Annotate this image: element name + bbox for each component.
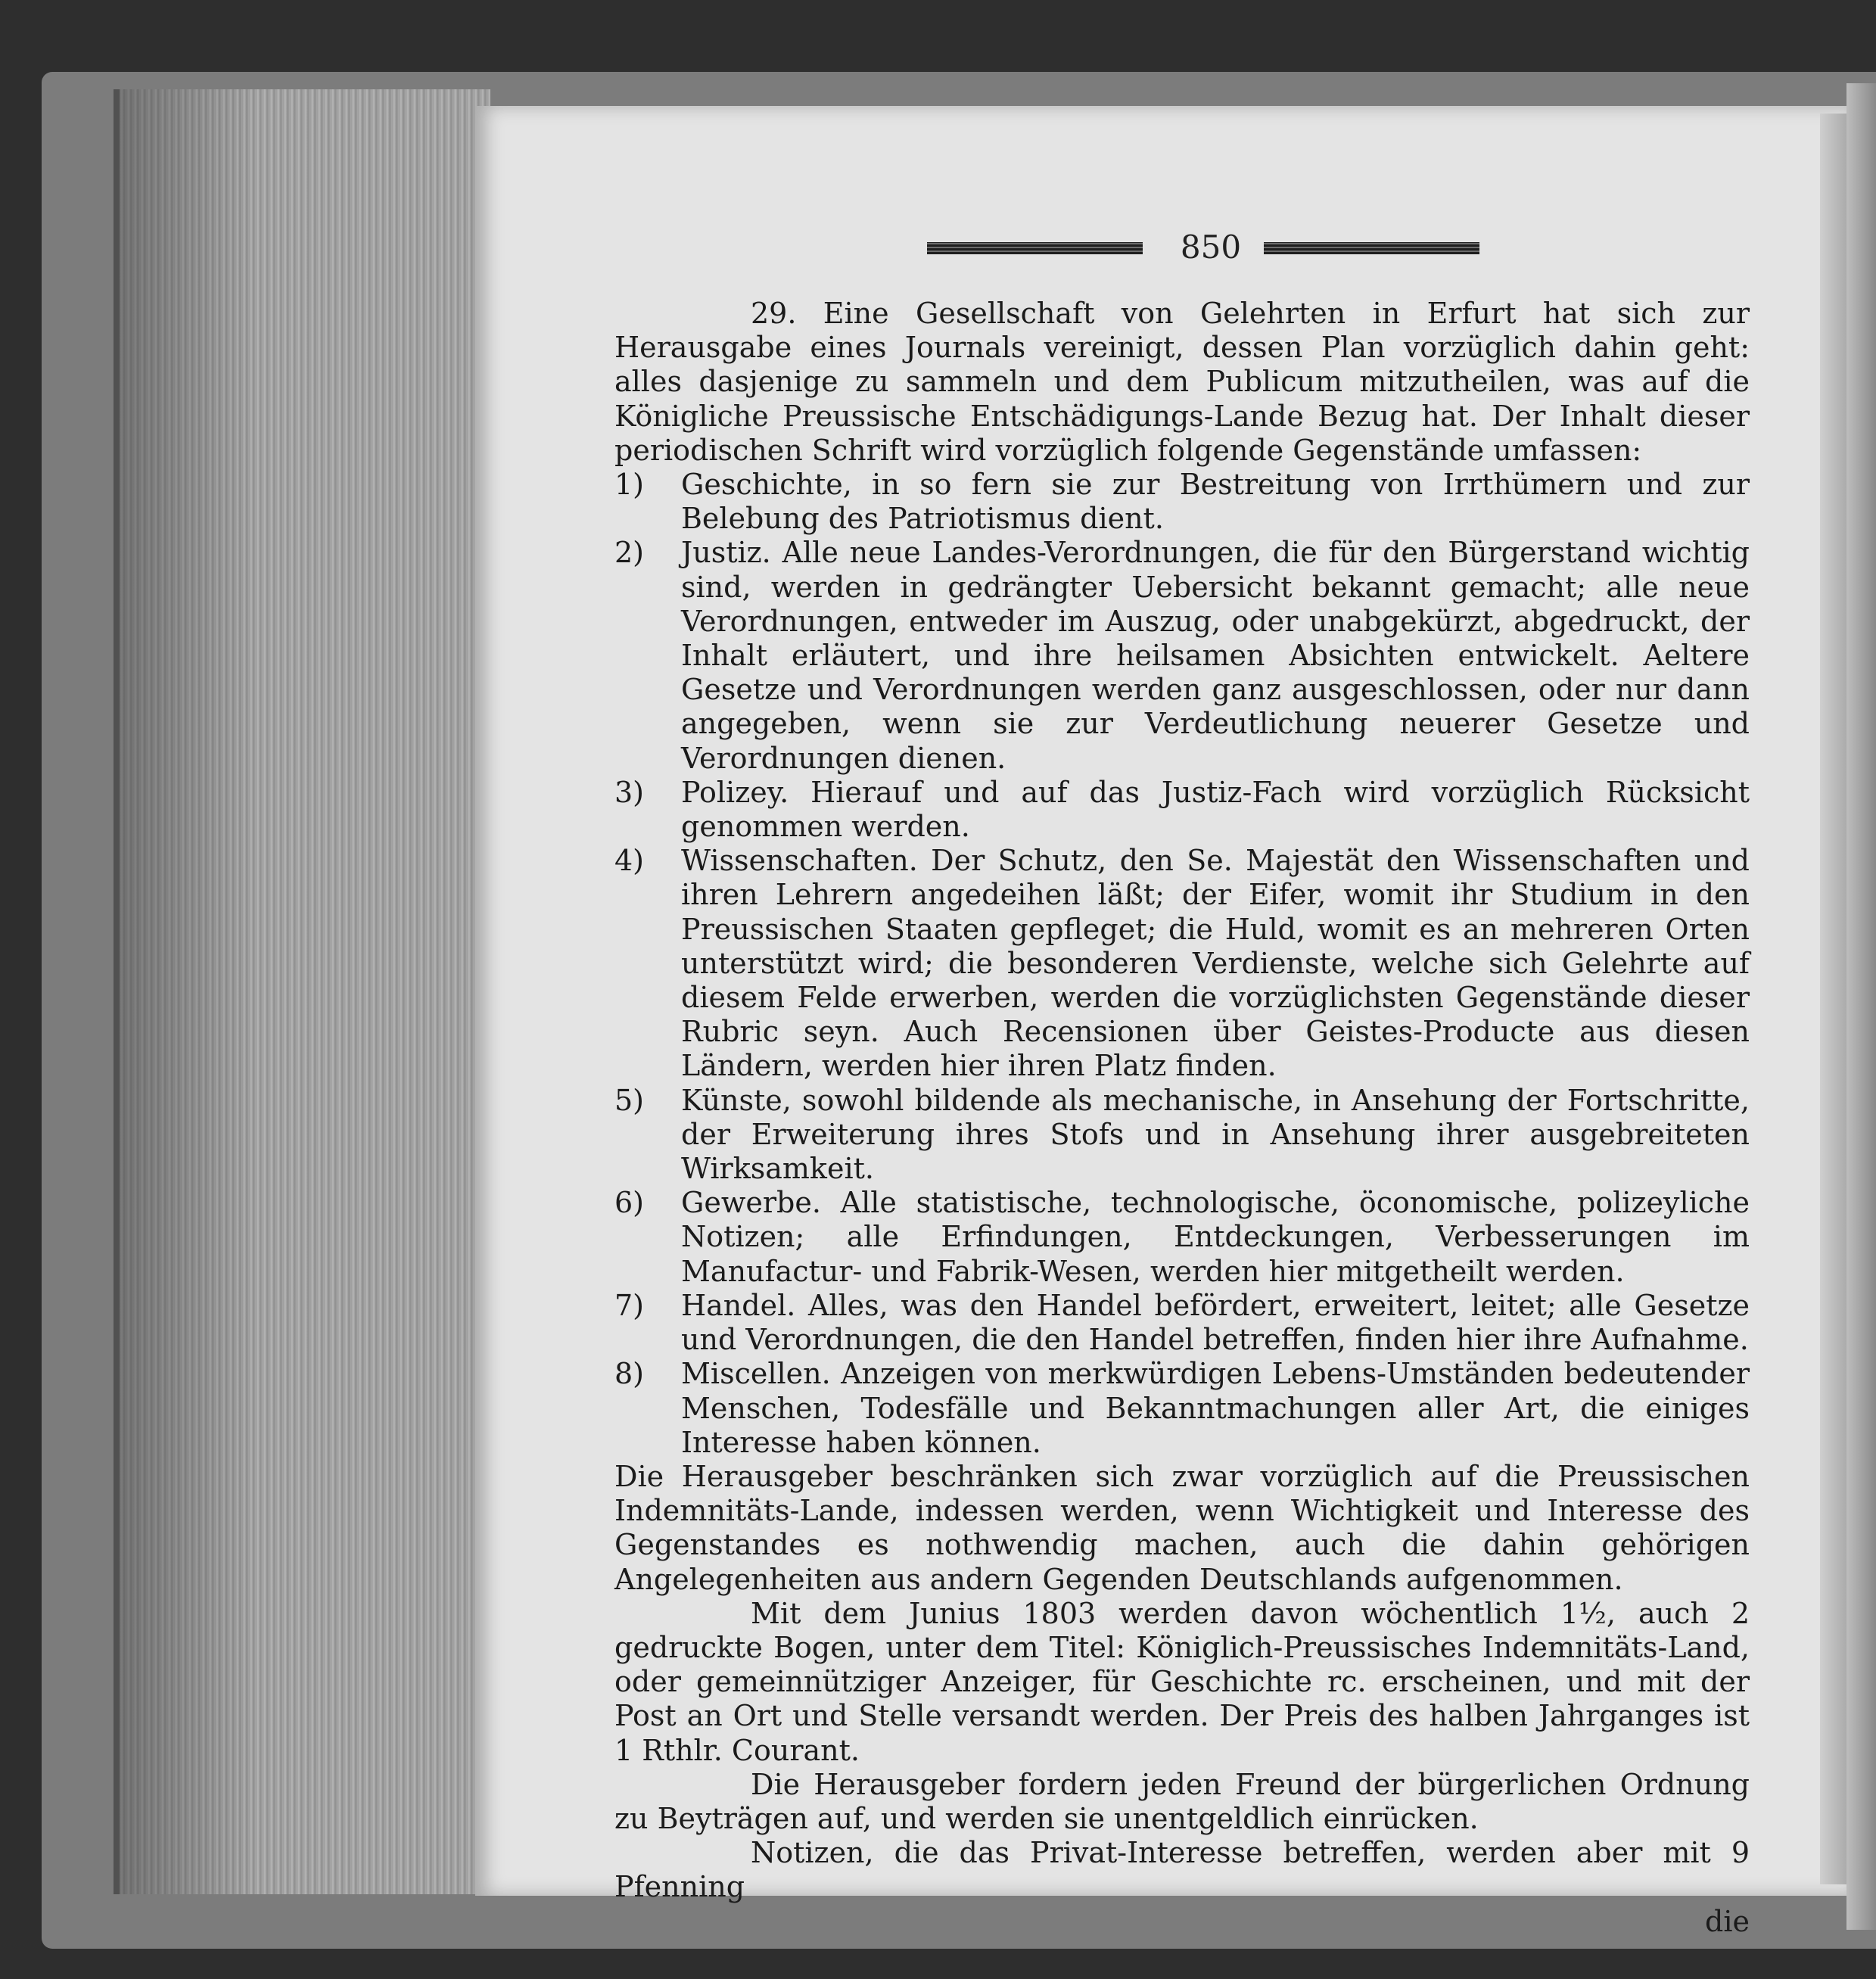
page-block-shadow	[114, 89, 257, 1894]
page-edge	[1820, 114, 1846, 1884]
paragraph-scope: Die Herausgeber beschränken sich zwar vorzüglich auf die Preussischen Indemnitäts-Lande, indessen werden, wenn Wichtigkeit und Interesse des Gegenstandes es nothwendig machen, auch die dahin gehörigen Angelegenheiten aus andern Gegenden Deutschlands aufgenommen.	[614, 1459, 1750, 1596]
header-rule-left	[927, 242, 1143, 254]
list-item	[614, 468, 1750, 536]
list-item	[614, 1084, 1750, 1187]
list-item	[614, 776, 1750, 844]
item-text: Polizey. Hierauf und auf das Justiz-Fach wird vorzüglich Rücksicht genommen werden.	[681, 775, 1750, 844]
item-text: Geschichte, in so fern sie zur Bestreitung von Irrthümern und zur Belebung des Patriotismus dient.	[681, 468, 1750, 536]
intro-paragraph: 29. Eine Gesellschaft von Gelehrten in Erfurt hat sich zur Herausgabe eines Journals vereinigt, dessen Plan vorzüglich dahin geht: alles dasjenige zu sammeln und dem Publicum mitzutheilen, was auf die Königliche Preussische Entschädigungs-Lande Bezug hat. Der Inhalt dieser periodischen Schrift wird vorzüglich folgende Gegenstände umfassen:	[614, 297, 1750, 467]
list-item	[614, 844, 1750, 1083]
page-text	[614, 297, 1750, 1939]
item-number: 7)	[614, 1288, 645, 1322]
item-text: Handel. Alles, was den Handel befördert, erweitert, leitet; alle Gesetze und Verordnungen, die den Handel betreffen, finden hier ihre Aufnahme.	[681, 1288, 1750, 1357]
item-text: Künste, sowohl bildende als mechanische, in Ansehung der Fortschritte, der Erweiterung ihres Stofs und in Ansehung ihrer ausgebreiteten Wirksamkeit.	[681, 1083, 1750, 1186]
header-rule-right	[1264, 242, 1479, 254]
item-number: 3)	[614, 775, 645, 809]
book-cover-right	[1846, 83, 1876, 1930]
item-number: 5)	[614, 1083, 645, 1117]
item-number: 4)	[614, 844, 645, 878]
page-header	[916, 226, 1483, 271]
list-item	[614, 1357, 1750, 1460]
item-text: Miscellen. Anzeigen von merkwürdigen Lebens-Umständen bedeutender Menschen, Todesfälle und Bekanntmachungen aller Art, die einiges Interesse haben können.	[681, 1357, 1750, 1459]
page-number: 850	[1180, 229, 1242, 266]
list-item	[614, 1186, 1750, 1289]
item-text: Gewerbe. Alle statistische, technologische, öconomische, polizeyliche Notizen; alle Erfindungen, Entdeckungen, Verbesserungen im Manufactur- und Fabrik-Wesen, werden hier mitgetheilt werden.	[681, 1186, 1750, 1288]
list-item	[614, 1289, 1750, 1357]
paragraph-notices: Notizen, die das Privat-Interesse betreffen, werden aber mit 9 Pfenning	[614, 1836, 1750, 1904]
paragraph-publication: Mit dem Junius 1803 werden davon wöchentlich 1½, auch 2 gedruckte Bogen, unter dem Titel: Königlich-Preussisches Indemnitäts-Land, oder gemeinnütziger Anzeiger, für Geschichte rc. erscheinen, und mit der Post an Ort und Stelle versandt werden. Der Preis des halben Jahrganges ist 1 Rthlr. Courant.	[614, 1596, 1750, 1767]
catchword: die	[1705, 1904, 1750, 1938]
item-text: Wissenschaften. Der Schutz, den Se. Majestät den Wissenschaften und ihren Lehrern angedeihen läßt; der Eifer, womit ihr Studium in den Preussischen Staaten gepfleget; die Huld, womit es an mehreren Orten unterstützt wird; die besonderen Verdienste, welche sich Gelehrte auf diesem Felde erwerben, werden die vorzüglichsten Gegenstände dieser Rubric seyn. Auch Recensionen über Geistes-Producte aus diesen Ländern, werden hier ihren Platz finden.	[681, 844, 1750, 1083]
item-number: 6)	[614, 1186, 645, 1220]
item-number: 1)	[614, 468, 645, 502]
paragraph-contributions: Die Herausgeber fordern jeden Freund der bürgerlichen Ordnung zu Beyträgen auf, und werden sie unentgeldlich einrücken.	[614, 1767, 1750, 1835]
item-number: 8)	[614, 1357, 645, 1391]
list-item	[614, 536, 1750, 775]
item-text: Justiz. Alle neue Landes-Verordnungen, die für den Bürgerstand wichtig sind, werden in gedrängter Uebersicht bekannt gemacht; alle neue Verordnungen, entweder im Auszug, oder unabgekürzt, abgedruckt, der Inhalt erläutert, und ihre heilsamen Absichten entwickelt. Aeltere Gesetze und Verordnungen werden ganz ausgeschlossen, oder nur dann angegeben, wenn sie zur Verdeutlichung neuerer Gesetze und Verordnungen dienen.	[681, 536, 1750, 775]
item-number: 2)	[614, 536, 645, 570]
